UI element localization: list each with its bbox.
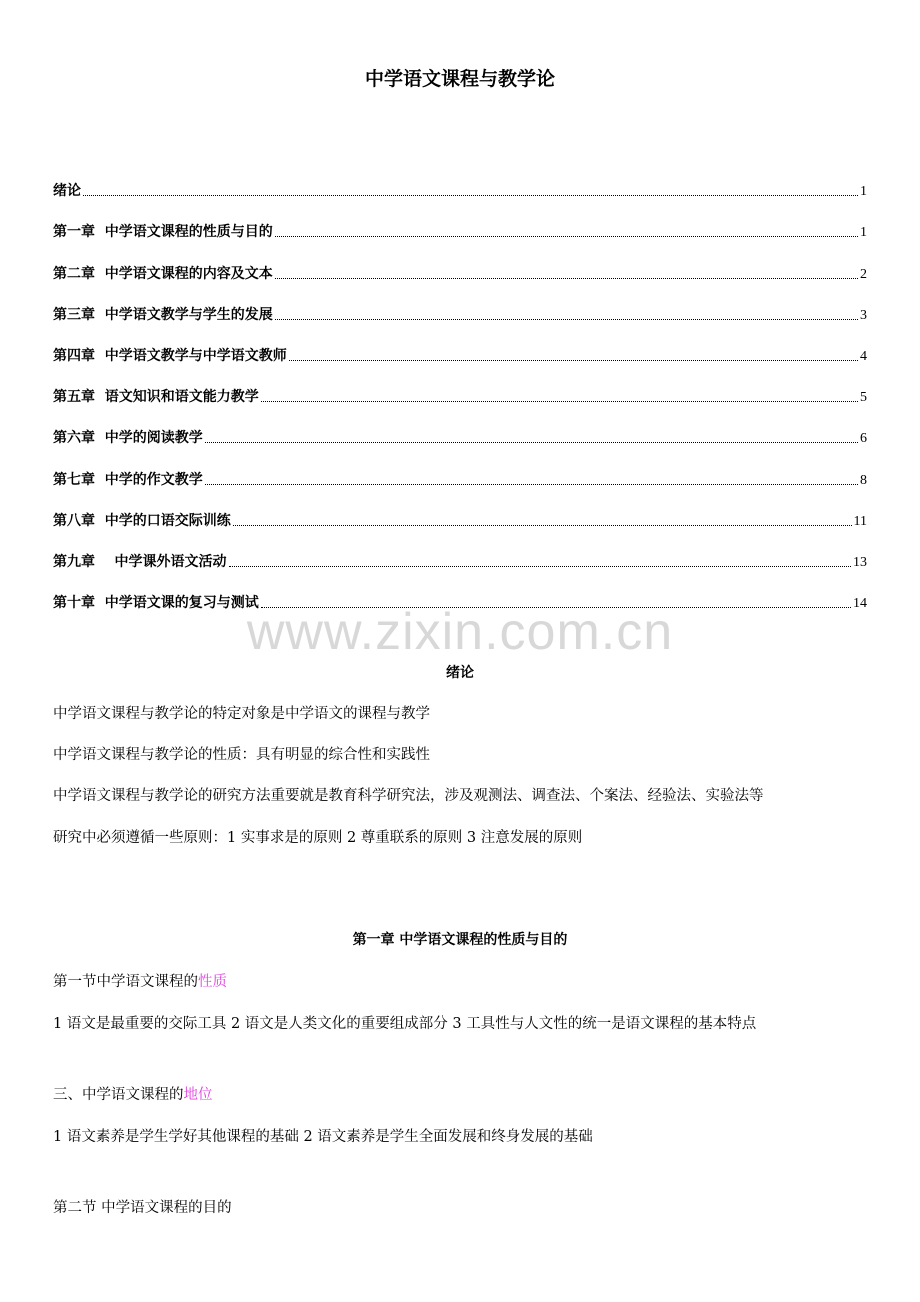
toc-page-number: 5: [860, 390, 867, 406]
toc-entry[interactable]: [53, 241, 867, 282]
section2-title: 第二节 中学语文课程的目的: [53, 1200, 232, 1216]
toc-entry-label: 第九章 中学课外语文活动: [53, 553, 227, 570]
toc-page-number: 3: [860, 307, 867, 323]
toc-page-number: 13: [853, 554, 867, 570]
intro-paragraph: 研究中必须遵循一些原则：1 实事求是的原则 2 尊重联系的原则 3 注意发展的原则: [53, 830, 583, 846]
toc-dot-leader: [205, 442, 858, 443]
toc-entry[interactable]: [53, 530, 867, 571]
toc-entry-label: 第六章 中学的阅读教学: [53, 430, 203, 447]
toc-dot-leader: [275, 236, 858, 237]
toc-entry-label: 第二章 中学语文课程的内容及文本: [53, 265, 273, 282]
toc-page-number: 11: [853, 513, 867, 529]
toc-entry[interactable]: [53, 447, 867, 488]
document-title: 中学语文课程与教学论: [364, 68, 555, 90]
toc-entry-label: 第十章 中学语文课的复习与测试: [53, 595, 259, 612]
section1-highlight: 性质: [198, 974, 227, 990]
toc-dot-leader: [233, 525, 852, 526]
section3-title: [53, 1083, 873, 1104]
toc-entry-label: 绪论: [53, 183, 81, 200]
chapter1-heading: 第一章 中学语文课程的性质与目的: [352, 932, 568, 948]
section3-highlight: 地位: [183, 1087, 213, 1103]
toc-entry[interactable]: [53, 283, 867, 324]
section1-title: [53, 970, 873, 991]
toc-entry-label: 第七章 中学的作文教学: [53, 471, 203, 488]
toc-entry-label: 第五章 语文知识和语文能力教学: [53, 389, 259, 406]
section3-title-text: 三、中学语文课程的: [53, 1087, 184, 1103]
table-of-contents: [53, 159, 867, 612]
toc-dot-leader: [83, 195, 858, 196]
toc-entry-label: 第一章 中学语文课程的性质与目的: [53, 224, 273, 241]
toc-entry[interactable]: [53, 489, 867, 530]
intro-paragraph: 中学语文课程与教学论的特定对象是中学语文的课程与教学: [53, 706, 430, 722]
toc-dot-leader: [261, 401, 858, 402]
toc-dot-leader: [289, 360, 858, 361]
toc-entry-label: 第三章 中学语文教学与学生的发展: [53, 306, 273, 323]
toc-page-number: 4: [860, 348, 867, 364]
toc-entry[interactable]: [53, 159, 867, 200]
toc-dot-leader: [275, 278, 858, 279]
section1-body: 1 语文是最重要的交际工具 2 语文是人类文化的重要组成部分 3 工具性与人文性的统一是语文课程的基本特点: [53, 1016, 757, 1032]
section1-title-text: 第一节中学语文课程的: [53, 974, 198, 990]
toc-dot-leader: [229, 566, 852, 567]
toc-dot-leader: [275, 319, 858, 320]
intro-heading: 绪论: [446, 665, 474, 681]
intro-paragraph: 中学语文课程与教学论的研究方法重要就是教育科学研究法，涉及观测法、调查法、个案法、经验法、实验法等: [53, 788, 764, 804]
toc-page-number: 6: [860, 431, 867, 447]
toc-page-number: 2: [860, 266, 867, 282]
toc-page-number: 1: [860, 184, 867, 200]
toc-entry-label: 第四章 中学语文教学与中学语文教师: [53, 347, 287, 364]
toc-entry[interactable]: [53, 406, 867, 447]
toc-entry-label: 第八章 中学的口语交际训练: [53, 512, 231, 529]
toc-dot-leader: [205, 484, 858, 485]
intro-paragraph: 中学语文课程与教学论的性质：具有明显的综合性和实践性: [53, 747, 430, 763]
toc-page-number: 8: [860, 472, 867, 488]
toc-entry[interactable]: [53, 365, 867, 406]
toc-entry[interactable]: [53, 324, 867, 365]
toc-entry[interactable]: [53, 200, 867, 241]
toc-page-number: 14: [853, 596, 867, 612]
watermark: www.zixin.com.cn: [246, 603, 674, 661]
toc-page-number: 1: [860, 225, 867, 241]
section3-body: 1 语文素养是学生学好其他课程的基础 2 语文素养是学生全面发展和终身发展的基础: [53, 1129, 593, 1145]
